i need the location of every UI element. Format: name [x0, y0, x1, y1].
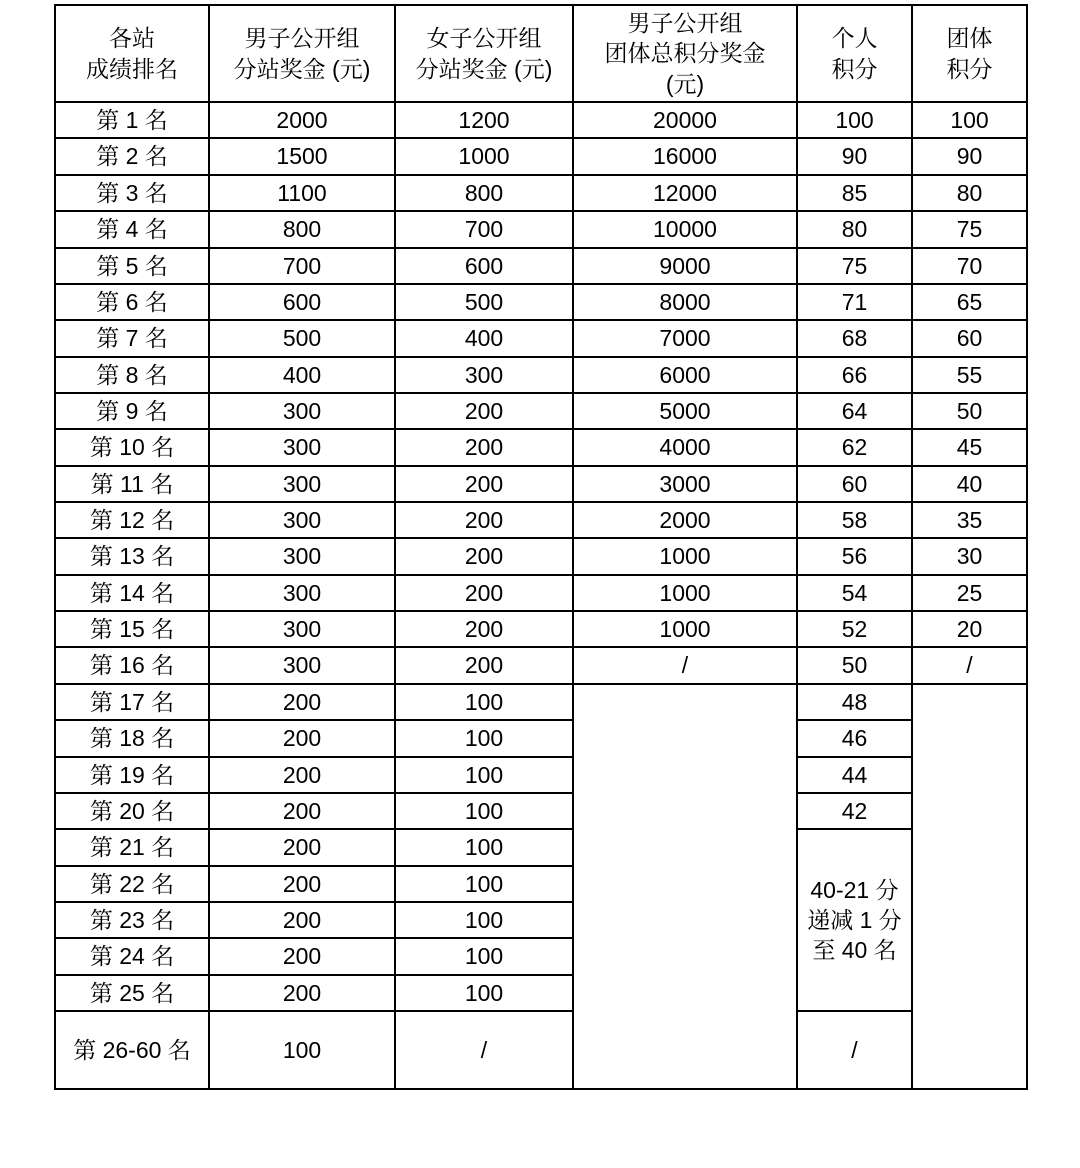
- cell-team-prize: 1000: [573, 611, 797, 647]
- cell-women-prize: 100: [395, 793, 573, 829]
- cell-individual-points: 60: [797, 466, 912, 502]
- cell-women-prize: 1000: [395, 138, 573, 174]
- cell-individual-points: 80: [797, 211, 912, 247]
- table-row: [55, 248, 1027, 284]
- header-individual-points: [797, 5, 912, 102]
- header-rank-line1: 各站: [109, 25, 155, 52]
- table-row: [55, 1011, 1027, 1089]
- cell-individual-points: 75: [797, 248, 912, 284]
- cell-women-prize: 100: [395, 720, 573, 756]
- cell-group-points-merged: [912, 684, 1027, 1089]
- header-team-line1: 男子公开组: [627, 10, 743, 36]
- cell-individual-points: 42: [797, 793, 912, 829]
- cell-individual-points: 44: [797, 757, 912, 793]
- cell-team-prize: 16000: [573, 138, 797, 174]
- header-grp-line2: 积分: [946, 55, 993, 82]
- cell-women-prize: 700: [395, 211, 573, 247]
- table-row: [55, 357, 1027, 393]
- cell-women-prize: 800: [395, 175, 573, 211]
- cell-team-prize: 5000: [573, 393, 797, 429]
- prize-points-table: [54, 4, 1028, 1090]
- cell-rank: 第 13 名: [55, 538, 209, 574]
- cell-women-prize: 100: [395, 684, 573, 720]
- cell-rank: 第 1 名: [55, 102, 209, 138]
- cell-women-prize: 600: [395, 248, 573, 284]
- cell-men-prize: 100: [209, 1011, 395, 1089]
- cell-individual-points: 66: [797, 357, 912, 393]
- table-row: [55, 793, 1027, 829]
- cell-individual-points: 56: [797, 538, 912, 574]
- cell-men-prize: 1100: [209, 175, 395, 211]
- cell-individual-points: 50: [797, 647, 912, 683]
- cell-group-points: 65: [912, 284, 1027, 320]
- table-row: [55, 684, 1027, 720]
- header-group-points: [912, 5, 1027, 102]
- cell-team-prize: 8000: [573, 284, 797, 320]
- cell-team-prize: 7000: [573, 320, 797, 356]
- table-row: [55, 575, 1027, 611]
- cell-men-prize: 200: [209, 793, 395, 829]
- cell-men-prize: 300: [209, 429, 395, 465]
- cell-women-prize: 100: [395, 757, 573, 793]
- cell-individual-points: 64: [797, 393, 912, 429]
- cell-rank: 第 20 名: [55, 793, 209, 829]
- cell-men-prize: 500: [209, 320, 395, 356]
- cell-rank: 第 18 名: [55, 720, 209, 756]
- cell-men-prize: 200: [209, 938, 395, 974]
- cell-men-prize: 300: [209, 538, 395, 574]
- table-row: [55, 611, 1027, 647]
- cell-team-prize: /: [573, 647, 797, 683]
- header-ind-line1: 个人: [831, 25, 878, 52]
- cell-men-prize: 300: [209, 393, 395, 429]
- cell-team-prize: 1000: [573, 575, 797, 611]
- cell-group-points: 50: [912, 393, 1027, 429]
- cell-rank: 第 24 名: [55, 938, 209, 974]
- cell-women-prize: 100: [395, 902, 573, 938]
- cell-men-prize: 300: [209, 647, 395, 683]
- cell-individual-points: 90: [797, 138, 912, 174]
- table-row: [55, 284, 1027, 320]
- cell-men-prize: 700: [209, 248, 395, 284]
- cell-women-prize: 200: [395, 429, 573, 465]
- table-row: [55, 466, 1027, 502]
- cell-men-prize: 200: [209, 720, 395, 756]
- cell-men-prize: 600: [209, 284, 395, 320]
- cell-rank: 第 5 名: [55, 248, 209, 284]
- cell-women-prize: 200: [395, 538, 573, 574]
- header-team-total-prize: [573, 5, 797, 102]
- cell-individual-points: 54: [797, 575, 912, 611]
- table-row: [55, 829, 1027, 865]
- cell-group-points: 45: [912, 429, 1027, 465]
- cell-men-prize: 300: [209, 575, 395, 611]
- table-row: [55, 320, 1027, 356]
- table-row: [55, 720, 1027, 756]
- cell-rank: 第 4 名: [55, 211, 209, 247]
- cell-group-points: 30: [912, 538, 1027, 574]
- cell-team-prize: 3000: [573, 466, 797, 502]
- cell-rank: 第 19 名: [55, 757, 209, 793]
- cell-rank: 第 11 名: [55, 466, 209, 502]
- cell-men-prize: 300: [209, 466, 395, 502]
- cell-men-prize: 300: [209, 611, 395, 647]
- table-body: [55, 102, 1027, 1089]
- header-row: [55, 5, 1027, 102]
- table-row: [55, 647, 1027, 683]
- cell-rank: 第 16 名: [55, 647, 209, 683]
- cell-women-prize: 100: [395, 938, 573, 974]
- cell-women-prize: 400: [395, 320, 573, 356]
- cell-team-prize: 9000: [573, 248, 797, 284]
- cell-group-points: 20: [912, 611, 1027, 647]
- cell-individual-points: 52: [797, 611, 912, 647]
- cell-rank: 第 12 名: [55, 502, 209, 538]
- cell-women-prize: /: [395, 1011, 573, 1089]
- cell-women-prize: 100: [395, 829, 573, 865]
- cell-men-prize: 1500: [209, 138, 395, 174]
- cell-women-prize: 500: [395, 284, 573, 320]
- cell-women-prize: 200: [395, 575, 573, 611]
- cell-men-prize: 2000: [209, 102, 395, 138]
- cell-women-prize: 300: [395, 357, 573, 393]
- cell-individual-points: 58: [797, 502, 912, 538]
- cell-rank: 第 6 名: [55, 284, 209, 320]
- cell-team-prize: 2000: [573, 502, 797, 538]
- cell-individual-points-note: 40-21 分递减 1 分至 40 名: [797, 829, 912, 1011]
- cell-women-prize: 200: [395, 466, 573, 502]
- table-row: [55, 393, 1027, 429]
- cell-team-prize-merged: [573, 684, 797, 1089]
- cell-women-prize: 200: [395, 393, 573, 429]
- cell-rank: 第 2 名: [55, 138, 209, 174]
- cell-group-points: 40: [912, 466, 1027, 502]
- table-row: [55, 757, 1027, 793]
- table-row: [55, 138, 1027, 174]
- table-row: [55, 429, 1027, 465]
- cell-group-points: 70: [912, 248, 1027, 284]
- cell-team-prize: 12000: [573, 175, 797, 211]
- cell-men-prize: 200: [209, 866, 395, 902]
- cell-individual-points: 48: [797, 684, 912, 720]
- cell-rank: 第 3 名: [55, 175, 209, 211]
- cell-individual-points: 100: [797, 102, 912, 138]
- cell-group-points: 35: [912, 502, 1027, 538]
- cell-rank: 第 26-60 名: [55, 1011, 209, 1089]
- cell-individual-points: 71: [797, 284, 912, 320]
- cell-rank: 第 7 名: [55, 320, 209, 356]
- header-team-line2: 团体总积分奖金: [604, 40, 766, 67]
- cell-team-prize: 20000: [573, 102, 797, 138]
- header-women-stage-prize: [395, 5, 573, 102]
- header-men-stage-prize: [209, 5, 395, 102]
- cell-rank: 第 22 名: [55, 866, 209, 902]
- table-row: [55, 211, 1027, 247]
- table-row: [55, 175, 1027, 211]
- cell-men-prize: 800: [209, 211, 395, 247]
- cell-team-prize: 4000: [573, 429, 797, 465]
- cell-rank: 第 9 名: [55, 393, 209, 429]
- cell-group-points: 90: [912, 138, 1027, 174]
- header-rank: [55, 5, 209, 102]
- cell-men-prize: 200: [209, 975, 395, 1011]
- cell-individual-points: 62: [797, 429, 912, 465]
- header-ind-line2: 积分: [831, 55, 878, 82]
- header-men-line2: 分站奖金 (元): [233, 55, 371, 82]
- header-grp-line1: 团体: [946, 25, 993, 52]
- cell-rank: 第 17 名: [55, 684, 209, 720]
- cell-women-prize: 100: [395, 866, 573, 902]
- header-women-line1: 女子公开组: [426, 25, 542, 52]
- cell-group-points: 80: [912, 175, 1027, 211]
- table-row: [55, 538, 1027, 574]
- cell-women-prize: 1200: [395, 102, 573, 138]
- cell-men-prize: 200: [209, 684, 395, 720]
- cell-rank: 第 15 名: [55, 611, 209, 647]
- cell-individual-points: 85: [797, 175, 912, 211]
- cell-men-prize: 400: [209, 357, 395, 393]
- table-row: [55, 102, 1027, 138]
- cell-women-prize: 200: [395, 611, 573, 647]
- cell-group-points: 55: [912, 357, 1027, 393]
- cell-men-prize: 200: [209, 829, 395, 865]
- cell-men-prize: 200: [209, 902, 395, 938]
- cell-rank: 第 25 名: [55, 975, 209, 1011]
- cell-men-prize: 200: [209, 757, 395, 793]
- cell-rank: 第 21 名: [55, 829, 209, 865]
- cell-group-points: 100: [912, 102, 1027, 138]
- cell-men-prize: 300: [209, 502, 395, 538]
- cell-team-prize: 6000: [573, 357, 797, 393]
- cell-women-prize: 200: [395, 647, 573, 683]
- cell-rank: 第 23 名: [55, 902, 209, 938]
- cell-group-points: 25: [912, 575, 1027, 611]
- cell-individual-points: 46: [797, 720, 912, 756]
- cell-team-prize: 1000: [573, 538, 797, 574]
- cell-women-prize: 200: [395, 502, 573, 538]
- cell-individual-points: 68: [797, 320, 912, 356]
- cell-team-prize: 10000: [573, 211, 797, 247]
- cell-group-points: 75: [912, 211, 1027, 247]
- cell-group-points: /: [912, 647, 1027, 683]
- table-row: [55, 502, 1027, 538]
- cell-individual-points: /: [797, 1011, 912, 1089]
- header-women-line2: 分站奖金 (元): [415, 55, 553, 82]
- header-team-line3: (元): [665, 70, 705, 97]
- table-header: [55, 5, 1027, 102]
- header-men-line1: 男子公开组: [244, 25, 360, 52]
- cell-women-prize: 100: [395, 975, 573, 1011]
- cell-rank: 第 14 名: [55, 575, 209, 611]
- cell-group-points: 60: [912, 320, 1027, 356]
- header-rank-line2: 成绩排名: [86, 55, 178, 82]
- cell-rank: 第 8 名: [55, 357, 209, 393]
- cell-rank: 第 10 名: [55, 429, 209, 465]
